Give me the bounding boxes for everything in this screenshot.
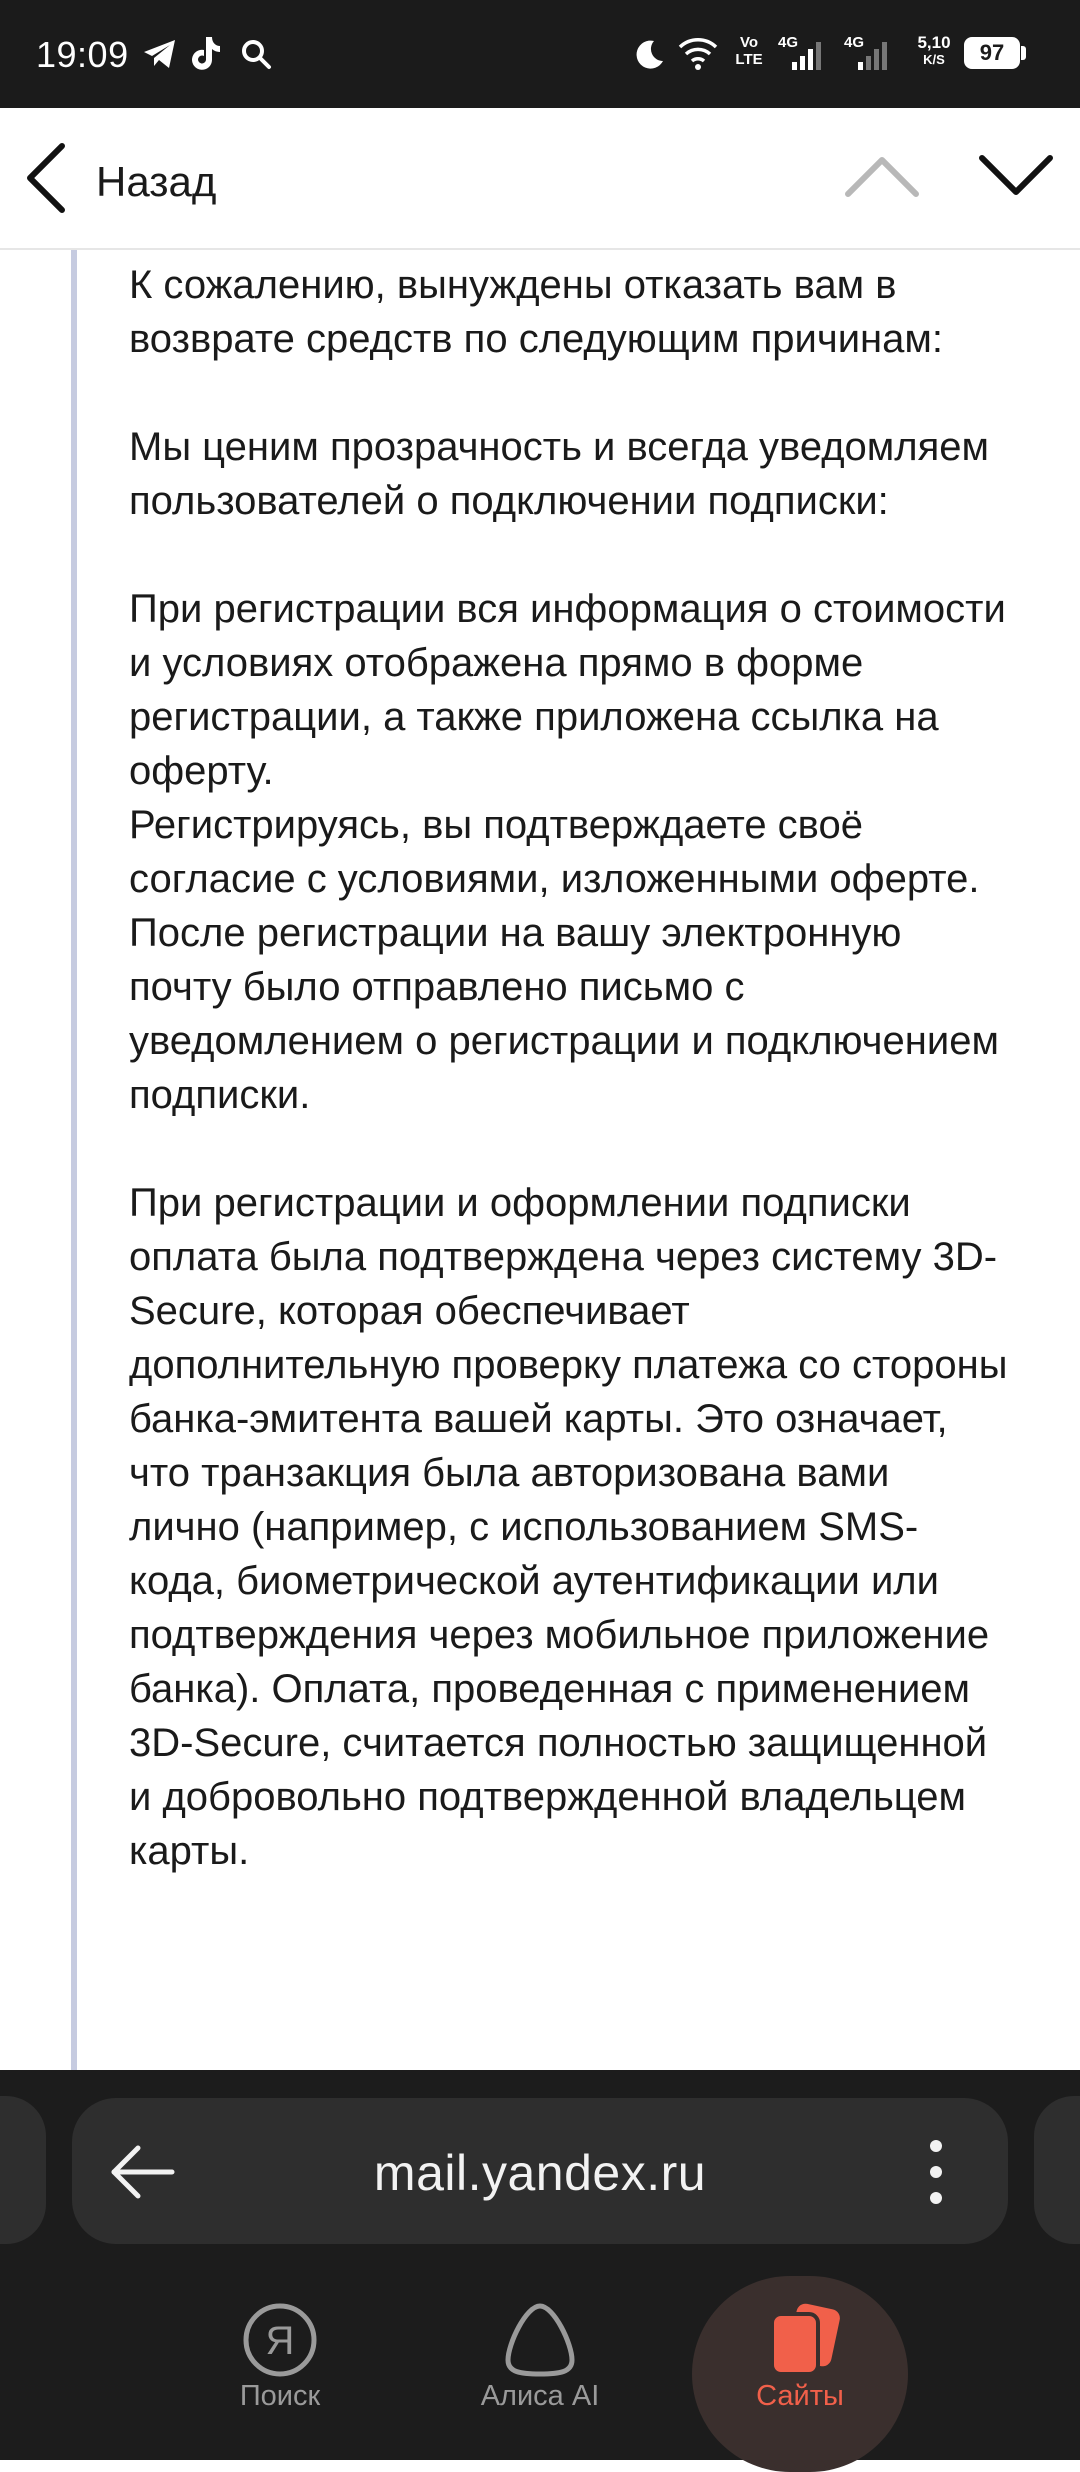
moon-icon — [634, 38, 666, 70]
more-options-icon[interactable] — [924, 2138, 948, 2206]
tiktok-icon — [192, 35, 222, 71]
previous-tab-preview[interactable] — [0, 2096, 46, 2244]
signal-icon — [790, 40, 824, 70]
network-speed-value: 5,10 — [917, 33, 951, 52]
volte-lte-text: LTE — [735, 51, 763, 68]
tab-sites-label: Сайты — [756, 2380, 844, 2412]
back-button[interactable] — [18, 138, 258, 218]
alice-icon — [500, 2300, 580, 2380]
quote-bar — [71, 250, 77, 2070]
tab-sites[interactable] — [690, 2272, 910, 2442]
network-type-label: 4G — [778, 34, 799, 51]
address-bar[interactable] — [72, 2098, 1008, 2244]
next-tab-preview[interactable] — [1034, 2096, 1080, 2244]
message-paragraph: При регистрации вся информация о стоимости и условиях отображена прямо в форме регистрации, а также приложена ссылка на оферту. — [129, 587, 1006, 793]
url-text[interactable]: mail.yandex.ru — [373, 2145, 707, 2201]
next-message-button[interactable] — [976, 148, 1056, 204]
battery-tip — [1021, 46, 1026, 60]
back-label: Назад — [96, 158, 217, 205]
yandex-icon — [242, 2302, 318, 2378]
volte-label — [734, 34, 764, 68]
pages-icon — [762, 2300, 842, 2380]
volte-vo-text: Vo — [739, 34, 759, 51]
message-body — [0, 250, 1080, 2070]
status-bar — [0, 0, 1080, 108]
network-type-label-2: 4G — [844, 34, 865, 51]
message-paragraph: Мы ценим прозрачность и всегда уведомляем пользователей о подключении подписки: — [129, 425, 990, 523]
chevron-left-icon — [24, 142, 68, 214]
quoted-message — [129, 258, 1009, 1932]
battery-icon: 97 — [964, 37, 1020, 69]
search-icon — [240, 38, 272, 70]
network-speed-unit: K/S — [923, 52, 945, 67]
status-time: 19:09 — [36, 34, 129, 75]
telegram-icon — [142, 38, 178, 70]
svg-text:Я: Я — [265, 2319, 295, 2363]
network-speed — [914, 34, 954, 68]
previous-message-button[interactable] — [842, 148, 922, 204]
message-paragraph: Регистрируясь, вы подтверждаете своё согласие с условиями, изложенными оферте. После регистрации на вашу электронную почту было отправлено письмо с уведомлением о регистрации и подключением подписки. — [129, 803, 999, 1117]
tab-search-label: Поиск — [239, 2380, 321, 2412]
message-paragraph: При регистрации и оформлении подписки оплата была подтверждена через систему 3D-Secure, которая обеспечивает дополнительную проверку платежа со стороны банка-эмитента вашей карты. Это означает, что транзакция была авторизована вами лично (например, с использованием SMS-кода, биометрической аутентификации или подтверждения через мобильное приложение банка). Оплата, проведенная с применением 3D-Secure, считается полностью защищенной и добровольно подтвержденной владельцем карты. — [129, 1181, 1008, 1873]
mail-header — [0, 108, 1080, 250]
wifi-icon — [678, 36, 718, 70]
tab-alice-label: Алиса AI — [480, 2380, 600, 2412]
tab-search[interactable] — [170, 2272, 390, 2442]
message-paragraph: К сожалению, вынуждены отказать вам в возврате средств по следующим причинам: — [129, 263, 943, 361]
tab-alice[interactable] — [430, 2272, 650, 2442]
signal-icon-2 — [856, 40, 890, 70]
